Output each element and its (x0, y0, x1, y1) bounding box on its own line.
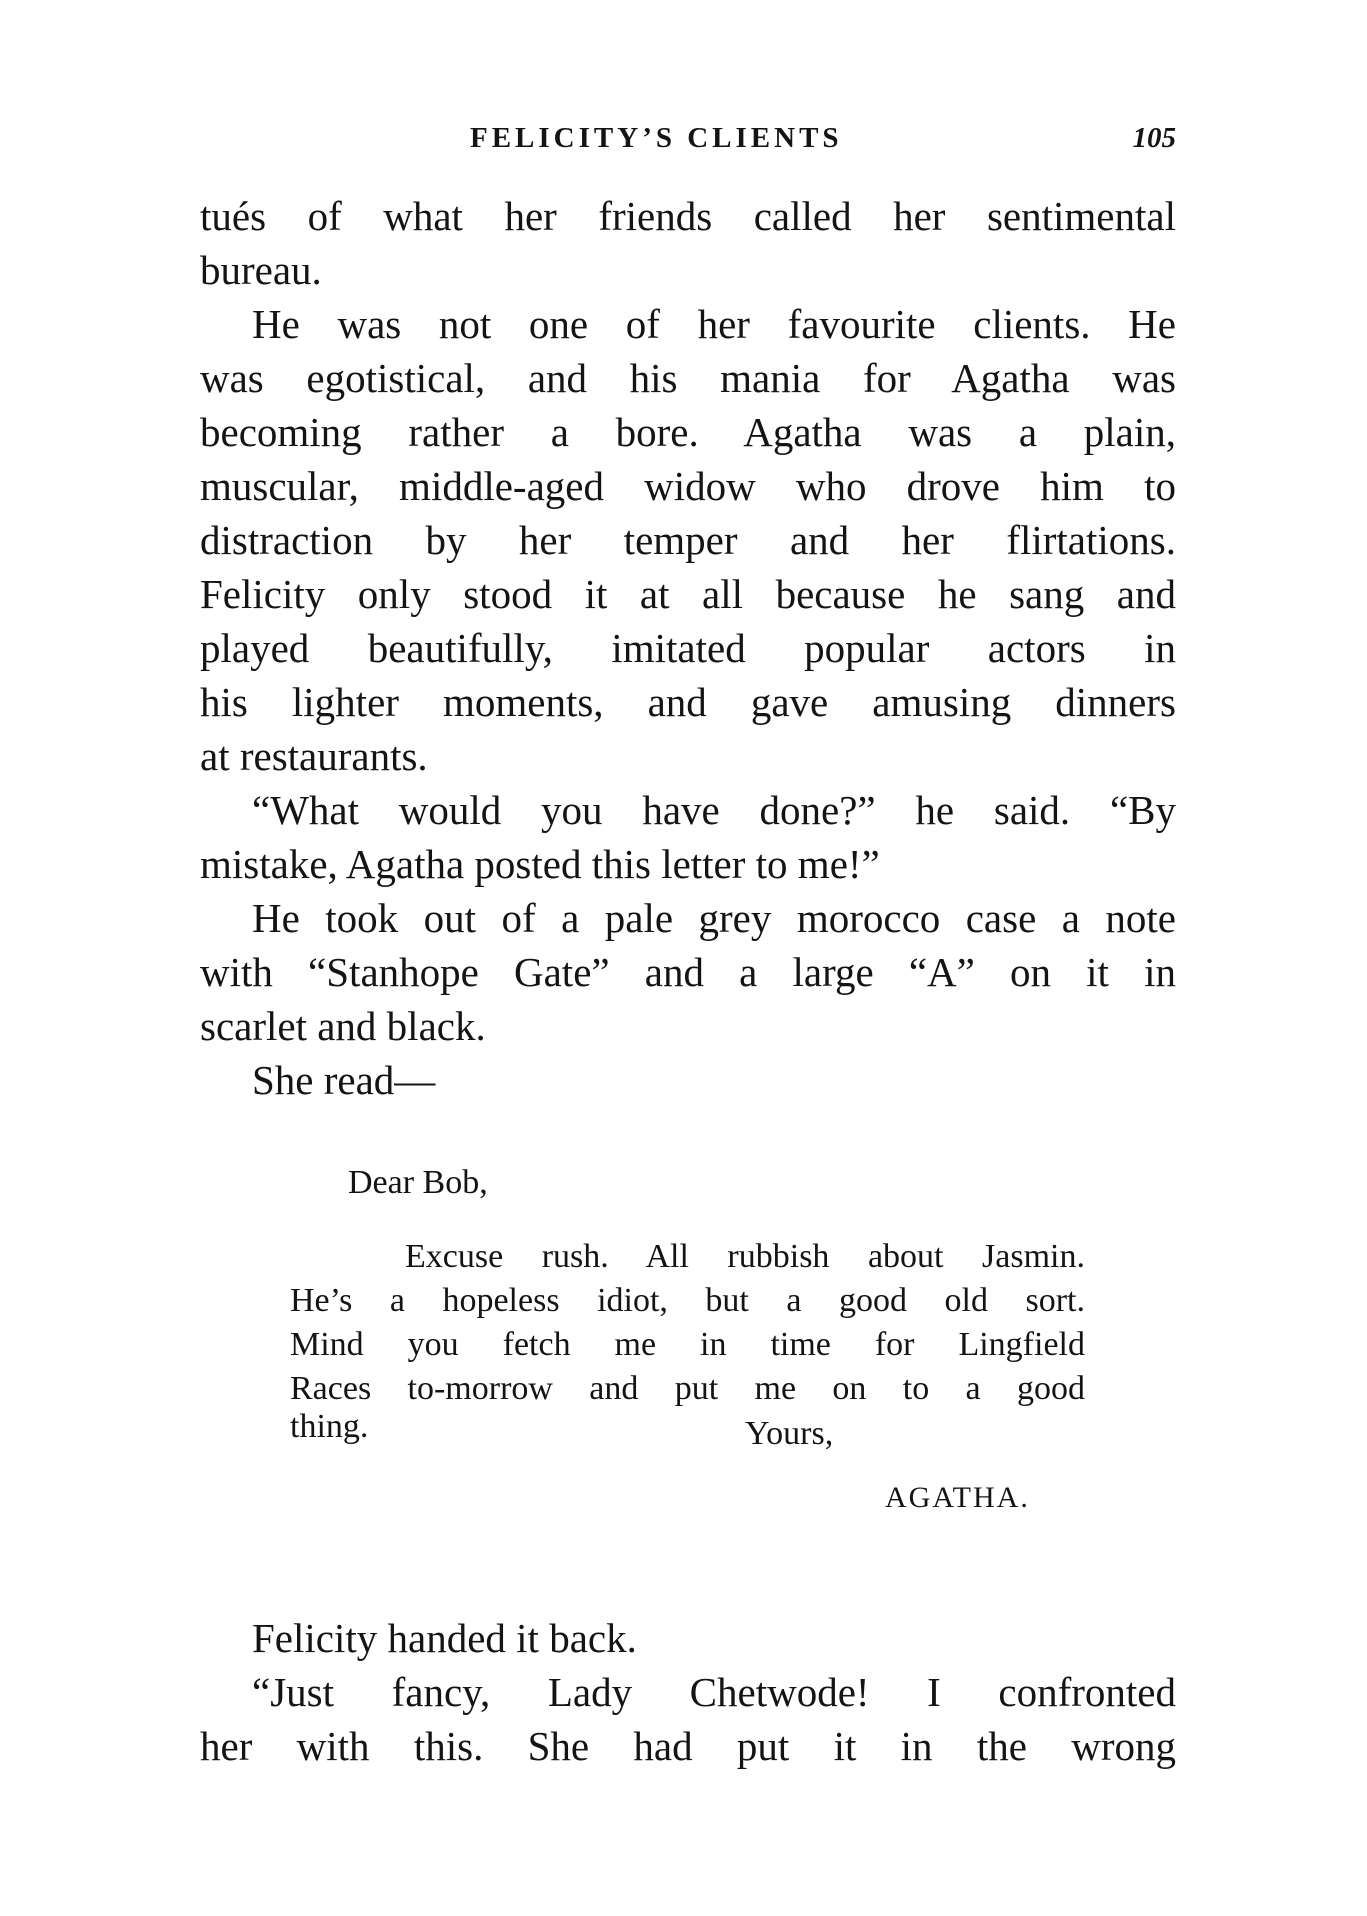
text-line: “Just fancy, Lady Chetwode! I confronted (252, 1669, 1176, 1715)
page-number: 105 (1132, 122, 1176, 154)
text-line: “What would you have done?” he said. “By (252, 787, 1176, 833)
text-line: muscular, middle-aged widow who drove him to (200, 463, 1176, 509)
text-line: with “Stanhope Gate” and a large “A” on it in (200, 949, 1176, 995)
text-line: Felicity handed it back. (252, 1615, 637, 1661)
letter-line: Excuse rush. All rubbish about Jasmin. (405, 1238, 1085, 1275)
text-line: at restaurants. (200, 733, 428, 779)
text-line: was egotistical, and his mania for Agatha was (200, 355, 1176, 401)
letter-line: Mind you fetch me in time for Lingfield (290, 1326, 1085, 1363)
text-line: He took out of a pale grey morocco case a note (252, 895, 1176, 941)
running-title: FELICITY’S CLIENTS (470, 122, 843, 154)
text-line: distraction by her temper and her flirtations. (200, 517, 1176, 563)
text-line: She read— (252, 1057, 436, 1103)
text-line: becoming rather a bore. Agatha was a plain, (200, 409, 1176, 455)
text-line: scarlet and black. (200, 1003, 486, 1049)
text-line: mistake, Agatha posted this letter to me!” (200, 841, 880, 887)
text-line: her with this. She had put it in the wrong (200, 1723, 1176, 1769)
text-line: his lighter moments, and gave amusing dinners (200, 679, 1176, 725)
letter-line: He’s a hopeless idiot, but a good old sort. (290, 1282, 1085, 1319)
letter-line: thing. (290, 1408, 369, 1445)
text-line: tués of what her friends called her sentimental (200, 193, 1176, 239)
letter-signature: AGATHA. (885, 1481, 1030, 1514)
text-line: He was not one of her favourite clients. He (252, 301, 1176, 347)
letter-line: Races to-morrow and put me on to a good (290, 1370, 1085, 1407)
page-header (200, 122, 1176, 166)
letter-closing: Yours, (745, 1415, 834, 1452)
text-line: bureau. (200, 247, 322, 293)
text-line: played beautifully, imitated popular actors in (200, 625, 1176, 671)
letter-salutation: Dear Bob, (348, 1164, 488, 1201)
text-line: Felicity only stood it at all because he sang and (200, 571, 1176, 617)
